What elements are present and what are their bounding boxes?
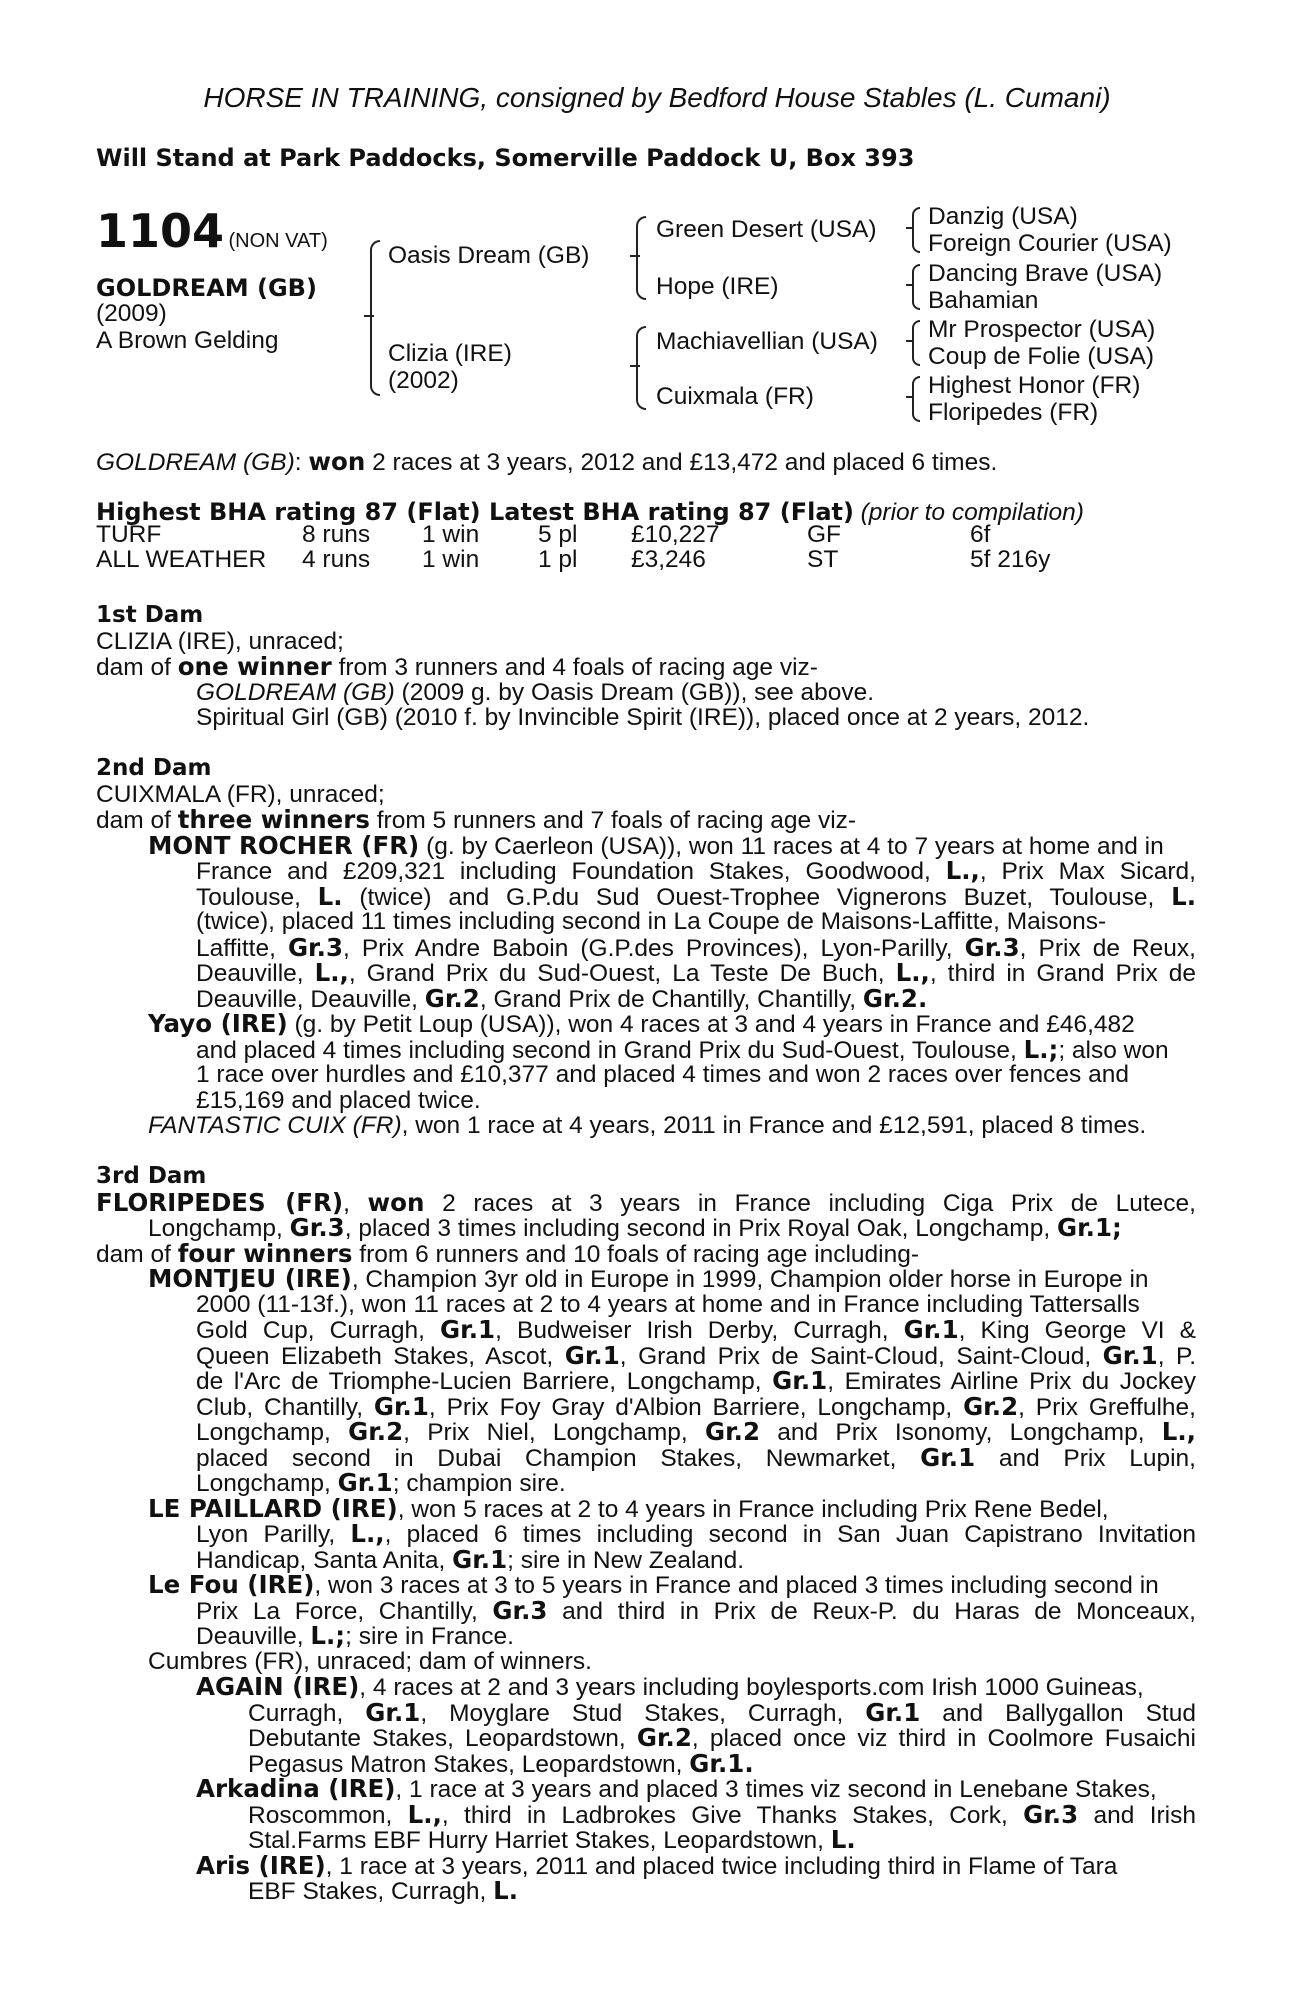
- list-item: Yayo (IRE) (g. by Petit Loup (USA)), won 4 races at 3 and 4 years in France and £46,482 and placed 4 times including second in Grand Prix du Sud-Ouest, Toulouse, L.;; also won 1 race over hurdles and £10,377 and placed 4 times and won 2 races over fences and £15,169 and placed twice.: [148, 1009, 1169, 1114]
- stand-location: Will Stand at Park Paddocks, Somerville Paddock U, Box 393: [96, 144, 915, 172]
- section-heading: 2nd Dam: [96, 755, 212, 781]
- sire-dam: Hope (IRE): [656, 273, 779, 300]
- second-dam-section: 2nd Dam CUIXMALA (FR), unraced; dam of three winners from 5 runners and 7 foals of racing age viz- MONT ROCHER (FR) (g. by Caerleon (USA)), won 11 races at 4 to 7 years at home and in France and £209,321 including Foundation Stakes, Goodwood, L.,, Prix Max Sicard, Toulouse, L. (twice) and G.P.du Sud Ouest-Trophee Vignerons Buzet, Toulouse, L. (twice), placed 11 times including second in La Coupe de Maisons-Laffitte, Maisons- Laffitte, Gr.3, Prix Andre Baboin (G.P.des Provinces), Lyon-Parilly, Gr.3, Prix de Reux, Deauville, L.,, Grand Prix du Sud-Ouest, La Teste De Buch, L.,, third in Grand Prix de Deauville, Deauville, Gr.2, Grand Prix de Chantilly, Chantilly, Gr.2. Yayo (IRE) (g. by Petit Loup (USA)), won 4 races at 3 and 4 years in France and £46,482 and placed 4 times including second in Grand Prix du Sud-Ouest, Toulouse, L.;; also won 1 race over hurdles and £10,377 and placed 4 times and won 2 races over fences and £15,169 and placed twice. FANTASTIC CUIX (FR), won 1 race at 4 years, 2011 in France and £12,591, placed 8 times.: [96, 755, 1197, 1139]
- ancestor-6: Coup de Folie (USA): [928, 343, 1155, 370]
- ancestor-1: Danzig (USA): [928, 203, 1078, 230]
- sire-dam-brace: [370, 240, 380, 396]
- ancestor-2: Foreign Courier (USA): [928, 230, 1172, 257]
- table-row: ALL WEATHER 4 runs 1 win 1 pl £3,246 ST 5f 216y: [96, 546, 1051, 573]
- list-item: Aris (IRE), 1 race at 3 years, 2011 and placed twice including third in Flame of Tara EBF Stakes, Curragh, L.: [196, 1850, 1118, 1905]
- vat-status: (NON VAT): [228, 230, 328, 252]
- section-heading: 3rd Dam: [96, 1163, 207, 1189]
- list-item: Cumbres (FR), unraced; dam of winners.: [148, 1647, 592, 1675]
- ancestor-8: Floripedes (FR): [928, 399, 1099, 426]
- lot-number: 1104: [96, 204, 225, 258]
- section-heading: 1st Dam: [96, 602, 204, 628]
- form-table: [96, 522, 1050, 572]
- list-item: Arkadina (IRE), 1 race at 3 years and placed 3 times viz second in Lenebane Stakes, Roscommon, L.,, third in Ladbrokes Give Thanks Stakes, Cork, Gr.3 and Irish Stal.Farms EBF Hurry Harriet Stakes, Leopardstown, L.: [196, 1774, 1196, 1854]
- list-item: Le Fou (IRE), won 3 races at 3 to 5 years in France and placed 3 times including second in Prix La Force, Chantilly, Gr.3 and third in Prix de Reux-P. du Haras de Monceaux, Deauville, L.;; sire in France.: [148, 1570, 1196, 1650]
- dam-line-brace: [636, 326, 646, 410]
- page-title: HORSE IN TRAINING, consigned by Bedford House Stables (L. Cumani): [203, 82, 1111, 113]
- ancestor-3: Dancing Brave (USA): [928, 260, 1163, 287]
- horse-name: GOLDREAM (GB): [96, 274, 317, 302]
- horse-year: (2009): [96, 300, 167, 327]
- third-dam-section: 3rd Dam FLORIPEDES (FR), won 2 races at 3 years in France including Ciga Prix de Lutece, Longchamp, Gr.3, placed 3 times including second in Prix Royal Oak, Longchamp, Gr.1; dam of four winners from 6 runners and 10 foals of racing age including- MONTJEU (IRE), Champion 3yr old in Europe in 1999, Champion older horse in Europe in 2000 (11-13f.), won 11 races at 2 to 4 years at home and in France including Tattersalls Gold Cup, Curragh, Gr.1, Budweiser Irish Derby, Curragh, Gr.1, King George VI & Queen Elizabeth Stakes, Ascot, Gr.1, Grand Prix de Saint-Cloud, Saint-Cloud, Gr.1, P. de l'Arc de Triomphe-Lucien Barriere, Longchamp, Gr.1, Emirates Airline Prix du Jockey Club, Chantilly, Gr.1, Prix Foy Gray d'Albion Barriere, Longchamp, Gr.2, Prix Greffulhe, Longchamp, Gr.2, Prix Niel, Longchamp, Gr.2 and Prix Isonomy, Longchamp, L., placed second in Dubai Champion Stakes, Newmarket, Gr.1 and Prix Lupin, Longchamp, Gr.1; champion sire. LE PAILLARD (IRE), won 5 races at 2 to 4 years in France including Prix Rene Bedel, Lyon Parilly, L.,, placed 6 times including second in San Juan Capistrano Invitation Handicap, Santa Anita, Gr.1; sire in New Zealand. Le Fou (IRE), won 3 races at 3 to 5 years in France and placed 3 times including second in Prix La Force, Chantilly, Gr.3 and third in Prix de Reux-P. du Haras de Monceaux, Deauville, L.;; sire in France. Cumbres (FR), unraced; dam of winners. AGAIN (IRE), 4 races at 2 and 3 years including boylesports.com Irish 1000 Guineas, Curragh, Gr.1, Moyglare Stud Stakes, Curragh, Gr.1 and Ballygallon Stud Debutante Stakes, Leopardstown, Gr.2, placed once viz third in Coolmore Fusaichi Pegasus Matron Stakes, Leopardstown, Gr.1. Arkadina (IRE), 1 race at 3 years and placed 3 times viz second in Lenebane Stakes, Roscommon, L.,, third in Ladbrokes Give Thanks Stakes, Cork, Gr.3 and Irish Stal.Farms EBF Hurry Harriet Stakes, Leopardstown, L. Aris (IRE), 1 race at 3 years, 2011 and placed twice including third in Flame of Tara EBF Stakes, Curragh, L.: [96, 1163, 1197, 1905]
- bha-ratings: Highest BHA rating 87 (Flat) Latest BHA rating 87 (Flat) (prior to compilation): [96, 498, 1084, 526]
- first-dam-section: 1st Dam CLIZIA (IRE), unraced; dam of one winner from 3 runners and 4 foals of racing age viz- GOLDREAM (GB) (2009 g. by Oasis Dream (GB)), see above. Spiritual Girl (GB) (2010 f. by Invincible Spirit (IRE)), placed once at 2 years, 2012.: [96, 603, 1196, 731]
- dam-sire: Machiavellian (USA): [656, 328, 878, 355]
- sire-line-brace: [636, 216, 646, 300]
- list-item: MONTJEU (IRE), Champion 3yr old in Europe in 1999, Champion older horse in Europe in 2000 (11-13f.), won 11 races at 2 to 4 years at home and in France including Tattersalls Gold Cup, Curragh, Gr.1, Budweiser Irish Derby, Curragh, Gr.1, King George VI & Queen Elizabeth Stakes, Ascot, Gr.1, Grand Prix de Saint-Cloud, Saint-Cloud, Gr.1, P. de l'Arc de Triomphe-Lucien Barriere, Longchamp, Gr.1, Emirates Airline Prix du Jockey Club, Chantilly, Gr.1, Prix Foy Gray d'Albion Barriere, Longchamp, Gr.2, Prix Greffulhe, Longchamp, Gr.2, Prix Niel, Longchamp, Gr.2 and Prix Isonomy, Longchamp, L., placed second in Dubai Champion Stakes, Newmarket, Gr.1 and Prix Lupin, Longchamp, Gr.1; champion sire.: [148, 1264, 1197, 1497]
- dam-dam: Cuixmala (FR): [656, 383, 814, 410]
- list-item: AGAIN (IRE), 4 races at 2 and 3 years including boylesports.com Irish 1000 Guineas, Curragh, Gr.1, Moyglare Stud Stakes, Curragh, Gr.1 and Ballygallon Stud Debutante Stakes, Leopardstown, Gr.2, placed once viz third in Coolmore Fusaichi Pegasus Matron Stakes, Leopardstown, Gr.1.: [196, 1672, 1196, 1778]
- ancestor-7: Highest Honor (FR): [928, 372, 1141, 399]
- horse-description: A Brown Gelding: [96, 327, 279, 354]
- list-item: FANTASTIC CUIX (FR), won 1 race at 4 years, 2011 in France and £12,591, placed 8 times.: [148, 1112, 1147, 1139]
- race-summary: GOLDREAM (GB): won 2 races at 3 years, 2012 and £13,472 and placed 6 times.: [96, 447, 998, 476]
- ancestor-5: Mr Prospector (USA): [928, 316, 1156, 343]
- dam-year: (2002): [388, 367, 459, 394]
- ancestor-4: Bahamian: [928, 287, 1039, 314]
- sire: Oasis Dream (GB): [388, 242, 590, 269]
- lot-number-block: [96, 204, 328, 258]
- list-item: LE PAILLARD (IRE), won 5 races at 2 to 4 years in France including Prix Rene Bedel, Lyon Parilly, L.,, placed 6 times including second in San Juan Capistrano Invitation Handicap, Santa Anita, Gr.1; sire in New Zealand.: [148, 1493, 1196, 1574]
- dam: Clizia (IRE): [388, 340, 512, 367]
- sire-sire: Green Desert (USA): [656, 216, 877, 243]
- table-row: TURF 8 runs 1 win 5 pl £10,227 GF 6f: [96, 521, 991, 548]
- list-item: MONT ROCHER (FR) (g. by Caerleon (USA)), won 11 races at 4 to 7 years at home and in France and £209,321 including Foundation Stakes, Goodwood, L.,, Prix Max Sicard, Toulouse, L. (twice) and G.P.du Sud Ouest-Trophee Vignerons Buzet, Toulouse, L. (twice), placed 11 times including second in La Coupe de Maisons-Laffitte, Maisons- Laffitte, Gr.3, Prix Andre Baboin (G.P.des Provinces), Lyon-Parilly, Gr.3, Prix de Reux, Deauville, L.,, Grand Prix du Sud-Ouest, La Teste De Buch, L.,, third in Grand Prix de Deauville, Deauville, Gr.2, Grand Prix de Chantilly, Chantilly, Gr.2.: [148, 830, 1197, 1013]
